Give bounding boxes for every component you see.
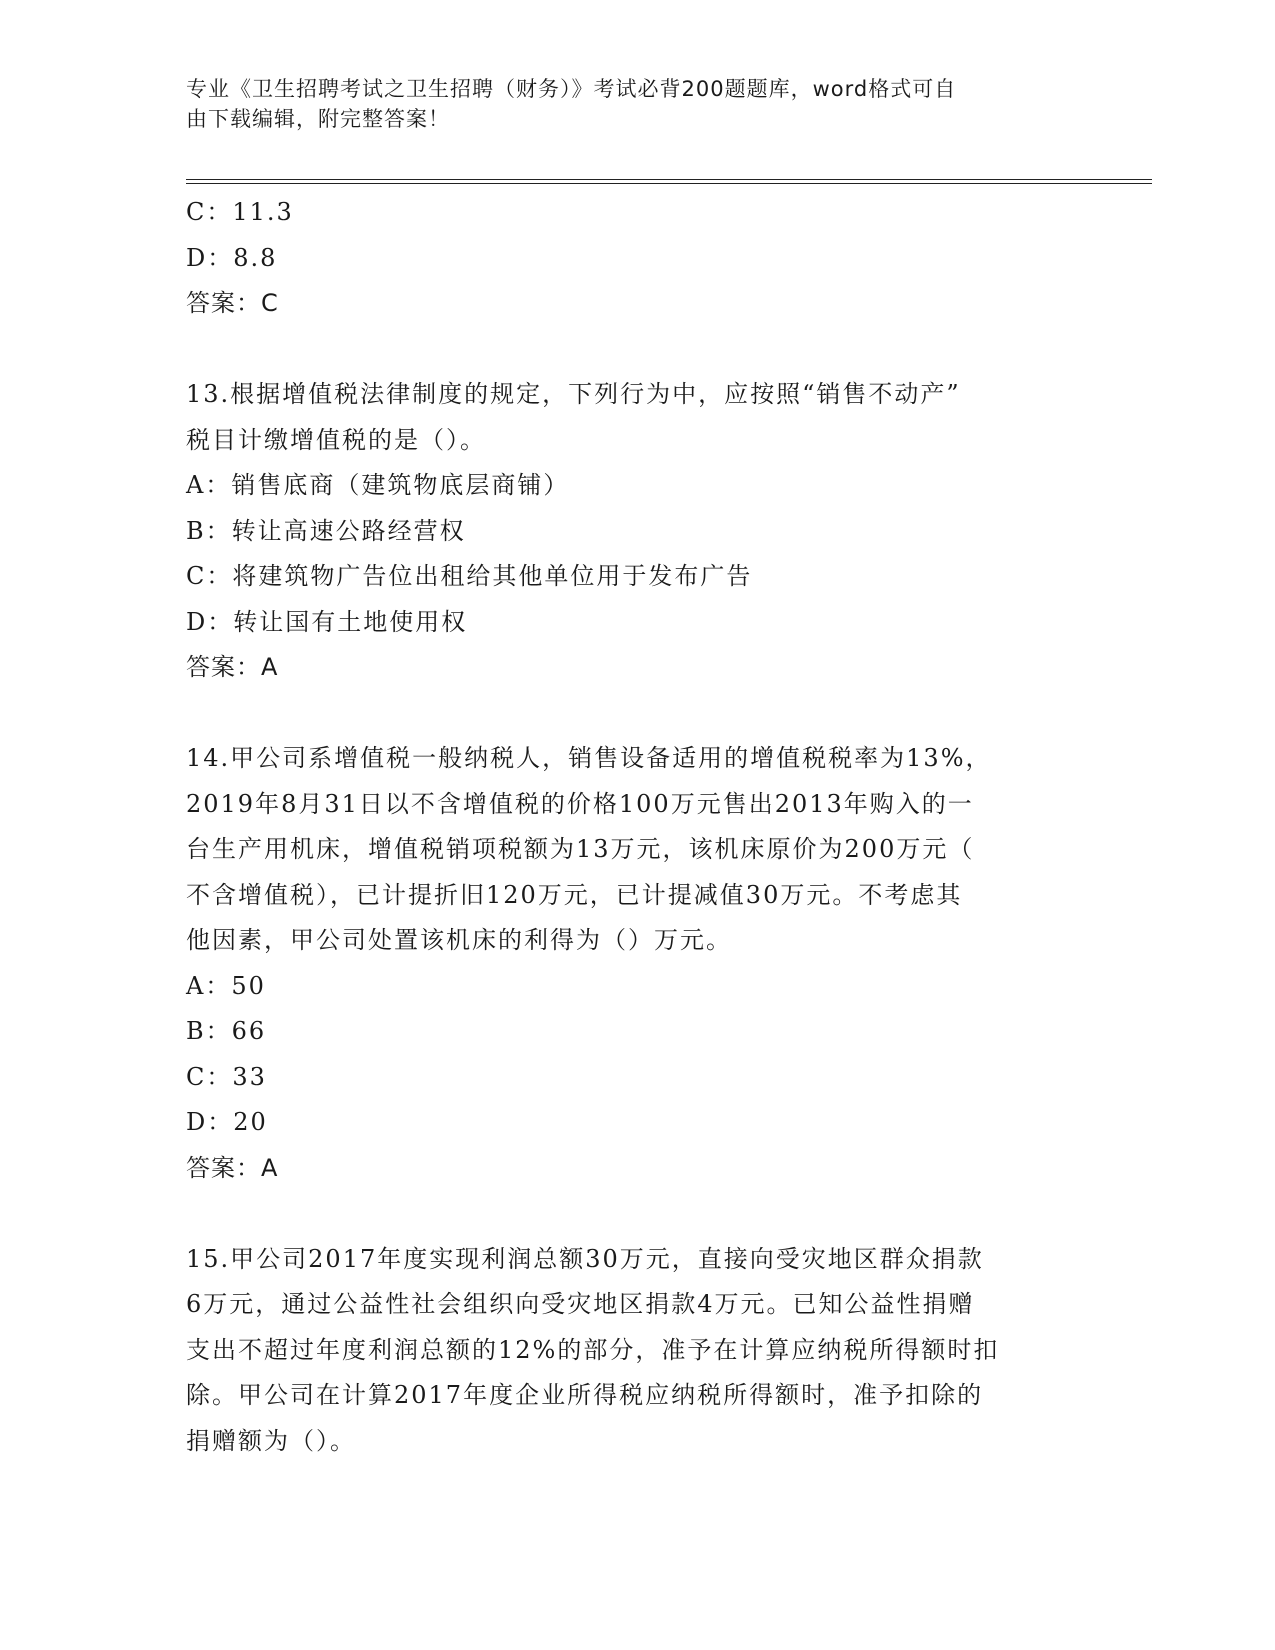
- spacer: [186, 691, 1086, 737]
- option-c: C：将建筑物广告位出租给其他单位用于发布广告: [186, 562, 753, 590]
- option-c: C：11.3: [186, 198, 294, 226]
- option-b: B：转让高速公路经营权: [186, 516, 466, 545]
- spacer: [186, 327, 1086, 373]
- option-d: D：转让国有土地使用权: [186, 607, 468, 636]
- question-stem-line: 15.甲公司2017年度实现利润总额30万元，直接向受灾地区群众捐款: [186, 1244, 984, 1273]
- question-stem-line: 捐赠额为（）。: [186, 1426, 356, 1455]
- header-rule-bottom: [186, 183, 1152, 184]
- question-stem-line: 13.根据增值税法律制度的规定，下列行为中，应按照“销售不动产”: [186, 380, 961, 408]
- question-stem-line: 14.甲公司系增值税一般纳税人，销售设备适用的增值税税率为13%，: [186, 744, 992, 772]
- question-stem-line: 6万元，通过公益性社会组织向受灾地区捐款4万元。已知公益性捐赠: [186, 1290, 975, 1318]
- question-stem-line: 他因素，甲公司处置该机床的利得为（）万元。: [186, 926, 732, 954]
- document-header: [186, 74, 1066, 134]
- spacer: [186, 1191, 1086, 1237]
- answer-line: 答案：A: [186, 1153, 279, 1182]
- question-stem-line: 不含增值税），已计提折旧120万元，已计提减值30万元。不考虑其: [186, 880, 963, 909]
- header-line-2: 由下载编辑，附完整答案！: [186, 107, 450, 131]
- header-line-1: 专业《卫生招聘考试之卫生招聘（财务）》考试必背200题题库，word格式可自: [186, 77, 957, 101]
- question-13: [186, 372, 1086, 691]
- document-body: [186, 190, 1086, 1464]
- question-15: [186, 1237, 1086, 1465]
- option-d: D：20: [186, 1108, 268, 1136]
- option-a: A：销售底商（建筑物底层商铺）: [186, 471, 570, 499]
- option-a: A：50: [186, 971, 266, 1000]
- option-d: D：8.8: [186, 243, 278, 272]
- question-stem-line: 税目计缴增值税的是（）。: [186, 425, 486, 454]
- question-stem-line: 2019年8月31日以不含增值税的价格100万元售出2013年购入的一: [186, 789, 974, 818]
- prev-question-block: [186, 190, 1086, 327]
- question-14: [186, 736, 1086, 1191]
- option-b: B：66: [186, 1017, 267, 1045]
- question-stem-line: 台生产用机床，增值税销项税额为13万元，该机床原价为200万元（: [186, 835, 975, 863]
- answer-line: 答案：A: [186, 653, 279, 681]
- question-stem-line: 支出不超过年度利润总额的12%的部分，准予在计算应纳税所得额时扣: [186, 1335, 1000, 1364]
- answer-line: 答案：C: [186, 289, 279, 317]
- option-c: C：33: [186, 1062, 267, 1091]
- header-rule-top: [186, 179, 1152, 180]
- question-stem-line: 除。甲公司在计算2017年度企业所得税应纳税所得额时，准予扣除的: [186, 1381, 984, 1409]
